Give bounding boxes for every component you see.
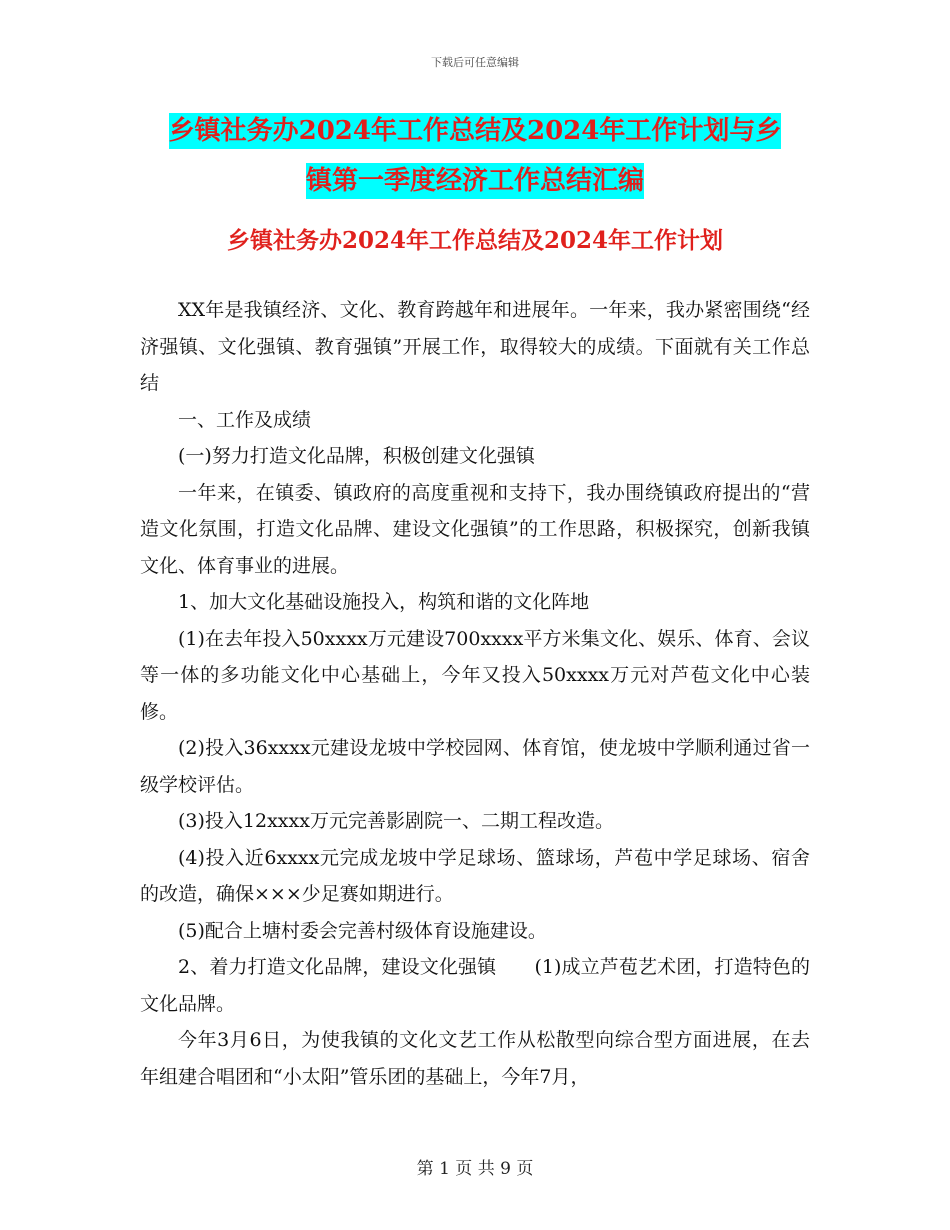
document-title-line-1: 乡镇社务办2024年工作总结及2024年工作计划与乡 [169, 113, 782, 149]
paragraph: 今年3月6日，为使我镇的文化文艺工作从松散型向综合型方面进展，在去年组建合唱团和“小太阳”管乐团的基础上，今年7月， [140, 1029, 810, 1088]
document-title-line-2: 镇第一季度经济工作总结汇编 [306, 163, 644, 199]
body-text [140, 292, 810, 1095]
paragraph: (一)努力打造文化品牌，积极创建文化强镇 [178, 445, 535, 467]
header-note: 下载后可任意编辑 [431, 56, 519, 69]
paragraph: (2)投入36xxxx元建设龙坡中学校园网、体育馆，使龙坡中学顺利通过省一级学校评估。 [140, 737, 810, 796]
section-title: 乡镇社务办2024年工作总结及2024年工作计划 [226, 227, 724, 254]
paragraph: 1、加大文化基础设施投入，构筑和谐的文化阵地 [178, 591, 590, 613]
paragraph: 一年来，在镇委、镇政府的高度重视和支持下，我办围绕镇政府提出的“营造文化氛围，打造文化品牌、建设文化强镇”的工作思路，积极探究，创新我镇文化、体育事业的进展。 [140, 481, 810, 577]
page-footer: 第 1 页 共 9 页 [416, 1159, 534, 1179]
paragraph: (5)配合上塘村委会完善村级体育设施建设。 [178, 919, 547, 942]
paragraph: XX年是我镇经济、文化、教育跨越年和进展年。一年来，我办紧密围绕“经济强镇、文化强镇、教育强镇”开展工作，取得较大的成绩。下面就有关工作总结 [140, 299, 810, 394]
paragraph: 2、着力打造文化品牌，建设文化强镇 (1)成立芦苞艺术团，打造特色的文化品牌。 [140, 956, 810, 1015]
paragraph: (3)投入12xxxx万元完善影剧院一、二期工程改造。 [178, 810, 614, 832]
paragraph: (4)投入近6xxxx元完成龙坡中学足球场、篮球场，芦苞中学足球场、宿舍的改造，确保×××少足赛如期进行。 [140, 846, 810, 905]
paragraph: 一、工作及成绩 [178, 408, 312, 431]
document-title [140, 106, 810, 206]
paragraph: (1)在去年投入50xxxx万元建设700xxxx平方米集文化、娱乐、体育、会议等一体的多功能文化中心基础上，今年又投入50xxxx万元对芦苞文化中心装修。 [140, 627, 810, 723]
